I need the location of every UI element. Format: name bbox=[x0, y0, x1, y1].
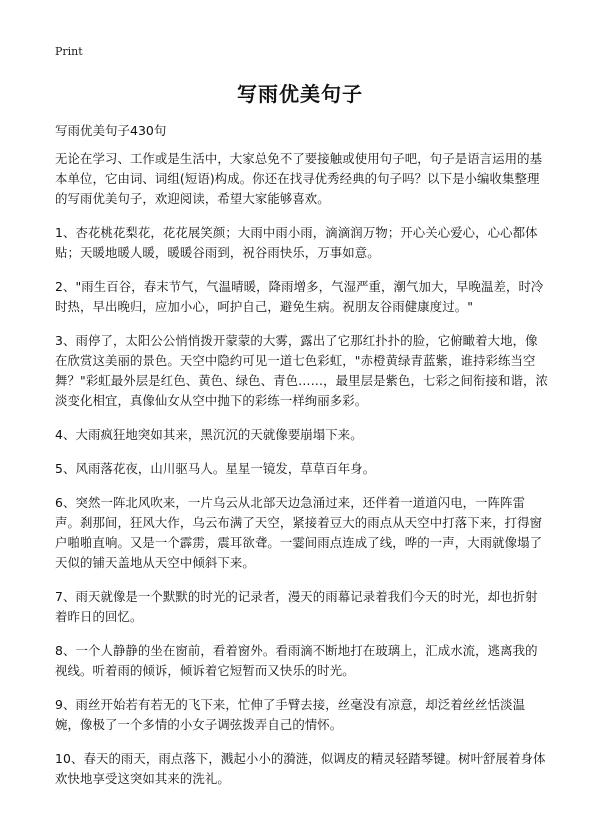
page-title: 写雨优美句子 bbox=[237, 82, 363, 106]
sentence-item-1: 1、杏花桃花梨花，花花展笑颜；大雨中雨小雨，滴滴润万物；开心关心爱心，心心都体贴；天暖地暖人暖，暖暖谷雨到，祝谷雨快乐，万事如意。 bbox=[55, 225, 538, 260]
sentence-item-6: 6、突然一阵北风吹来，一片乌云从北部天边急涌过来，还伴着一道道闪电，一阵阵雷声。刹那间，狂风大作，乌云布满了天空，紧接着豆大的雨点从天空中打落下来，打得窗户啪啪直响。又是一个霹雳，震耳欲聋。一霎间雨点连成了线，哗的一声，大雨就像塌了天似的铺天盖地从天空中倾斜下来。 bbox=[55, 495, 543, 570]
article-body bbox=[55, 149, 550, 803]
sentence-item-7: 7、雨天就像是一个默默的时光的记录者，漫天的雨幕记录着我们今天的时光，却也折射着昨日的回忆。 bbox=[55, 589, 538, 624]
sentence-item-9: 9、雨丝开始若有若无的飞下来，忙伸了手臂去接，丝毫没有凉意，却泛着丝丝恬淡温婉，像极了一个多情的小女子调弦拨弄自己的情怀。 bbox=[55, 697, 526, 732]
article-subtitle: 写雨优美句子430句 bbox=[55, 123, 167, 138]
sentence-item-2: 2、"雨生百谷，春末节气，气温晴暖，降雨增多，气湿严重，潮气加大，早晚温差，时冷时热，早出晚归，应加小心，呵护自己，避免生病。祝朋友谷雨健康度过。" bbox=[55, 279, 544, 314]
sentence-item-8: 8、一个人静静的坐在窗前，看着窗外。看雨滴不断地打在玻璃上，汇成水流，逃离我的视线。听着雨的倾诉，倾诉着它短暂而又快乐的时光。 bbox=[55, 643, 538, 678]
intro-paragraph: 无论在学习、工作或是生活中，大家总免不了要接触或使用句子吧，句子是语言运用的基本单位，它由词、词组(短语)构成。你还在找寻优秀经典的句子吗？以下是小编收集整理的写雨优美句子，欢迎阅读，希望大家能够喜欢。 bbox=[55, 151, 543, 206]
sentence-item-3: 3、雨停了，太阳公公悄悄拨开蒙蒙的大雾，露出了它那红扑扑的脸，它俯瞰着大地，像在欣赏这美丽的景色。天空中隐约可见一道七色彩虹，"赤橙黄绿青蓝紫，谁持彩练当空舞？"彩虹最外层是红色、黄色、绿色、青色……，最里层是紫色，七彩之间衔接和谐，浓淡变化相宜，真像仙女从空中抛下的彩练一样绚丽多彩。 bbox=[55, 333, 548, 408]
sentence-item-5: 5、风雨落花夜，山川驱马人。星星一镜发，草草百年身。 bbox=[55, 461, 376, 476]
sentence-item-10: 10、春天的雨天，雨点落下，溅起小小的漪涟，似调皮的精灵轻踏琴键。树叶舒展着身体欢快地享受这突如其来的洗礼。 bbox=[55, 751, 546, 786]
print-link[interactable]: Print bbox=[55, 45, 83, 58]
sentence-item-4: 4、大雨疯狂地突如其来，黑沉沉的天就像要崩塌下来。 bbox=[55, 427, 363, 442]
